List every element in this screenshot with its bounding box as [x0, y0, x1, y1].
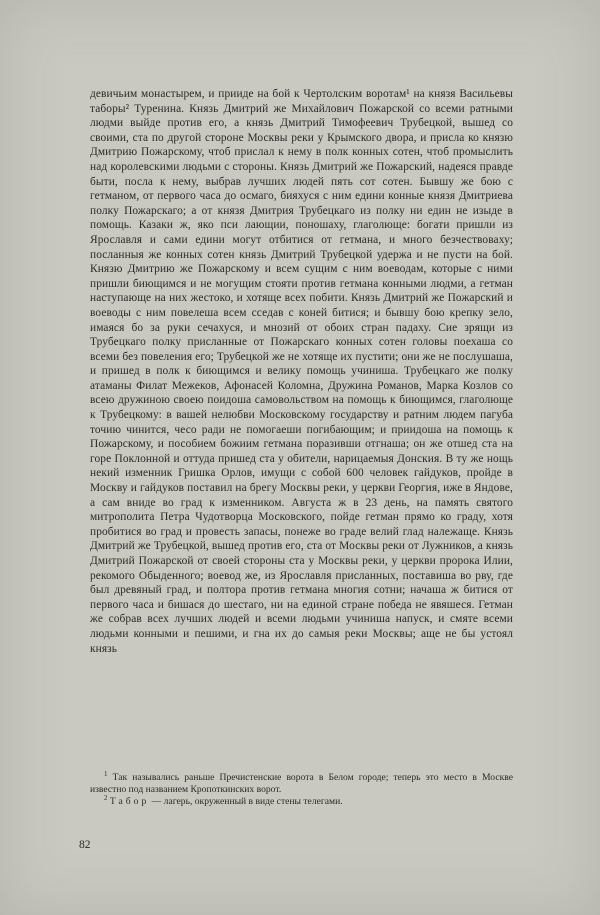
footnote-1-text: Так назывались раньше Пречистенские ворота в Белом городе; теперь это место в Москве известно под названием Кропоткинских ворот. — [90, 772, 513, 795]
footnote-2-marker: 2 — [104, 793, 108, 802]
footnote-2 — [90, 793, 513, 808]
footnote-1-marker: 1 — [104, 769, 108, 778]
footnote-2-text: — лагерь, окруженный в виде стены телегами. — [151, 795, 343, 807]
footnotes — [90, 769, 513, 807]
body-text: девичьим монастырем, и прииде на бой к Чертолским воротам¹ на князя Васильевы таборы² Туренина. Князь Дмитрий же Михайлович Пожарской со всеми ратными людми выйде против его, а князь Дмитрий Тимофеевич Трубецкой, вышед со своими, ста по другой стороне Москвы реки у Крымского двора, и присла ко князю Дмитрию Пожарскому, чтоб прислал к нему в полк конных сотен, чтоб промыслить над королевскими людьми с стороны. Князь Дмитрий же Пожарский, надеяся правде быти, посла к нему, выбрав лучших людей пять сот сотен. Бывшу же бою с гетманом, от первого часа до осмаго, бияхуся с ним едини конные князя Дмитриева полку Пожарскаго; а от князя Дмитрия Трубецкаго из полку ни един не изыде в помощь. Казаки ж, яко пси лающии, поношаху, глаголюще: богати пришли из Ярославля и сами едини могут отбитися от гетмана, и много безчествоваху; посланныя же конных сотен князь Дмитрий Трубецкой удержа и не пусти на бой. Князю Дмитрию же Пожарскому и всем сущим с ним воеводам, которые с ними пришли биющимся и не могущим стояти против гетмана конными людми, а гетман наступающе на них жестоко, и хотяще всех побити. Князь Дмитрий же Пожарский и воеводы с ним повелеша всем сседав с коней битися; и бывшу бою крепку зело, имаяся бо за руки сечахуся, и мнозий от обоих стран падаху. Сие зрящи из Трубецкаго полку присланные от Пожарскаго конных сотен головы поехаша со всеми без повеления его; Трубецкой же не хотяще их пустити; они же не послушаша, и пришед в полк к биющимся и велику помощь учиниша. Трубецкаго же полку атаманы Филат Межеков, Афонасей Коломна, Дружина Романов, Марка Козлов со всею дружиною своею поидоша самовольством на помощь к биющимся, глаголюще к Трубецкому: в вашей нелюбви Московскому государству и ратним людем пагуба точию чинится, чесо ради не помогаеши погибающим; и приидоша на помощь к Пожарскому, и пособием божиим гетмана поразивши отгнаша; он же отшед ста на горе Поклонной и оттуда пришед ста у обители, нарицаемыя Донския. В ту же нощь некий изменник Гришка Орлов, имущи с собой 600 человек гайдуков, пройде в Москву и гайдуков поставил на брегу Москвы реки, у церкви Георгия, иже в Яндове, а сам вниде во град к изменником. Августа ж в 23 день, на память святого митрополита Петра Чудотворца Московского, пойде гетман прямо ко граду, хотя пробитися во град и провесть запасы, понеже во граде велий глад належаще. Князь Дмитрий же Трубецкой, вышед против его, ста от Москвы реки от Лужников, а князь Дмитрий Пожарской от своей стороны ста у Москвы реки, у церкви пророка Илии, рекомого Обыденного; воевод же, из Ярославля присланных, поставиша во рву, где был древяный град, и полтора против гетмана многия сотни; начаша ж битися от первого часа и бишася до шестаго, ни на единой стране победа не явяшеся. Гетман же собрав всех лучших людей и всеми людьми учиниша напуск, и смяте всеми людьми конными и пешими, и гна их до самыя реки Москвы; аще не бы устоял князь — [90, 88, 513, 655]
page-number: 82 — [79, 838, 91, 851]
footnote-1 — [90, 769, 513, 796]
footnote-2-term: Табор — [109, 795, 150, 807]
